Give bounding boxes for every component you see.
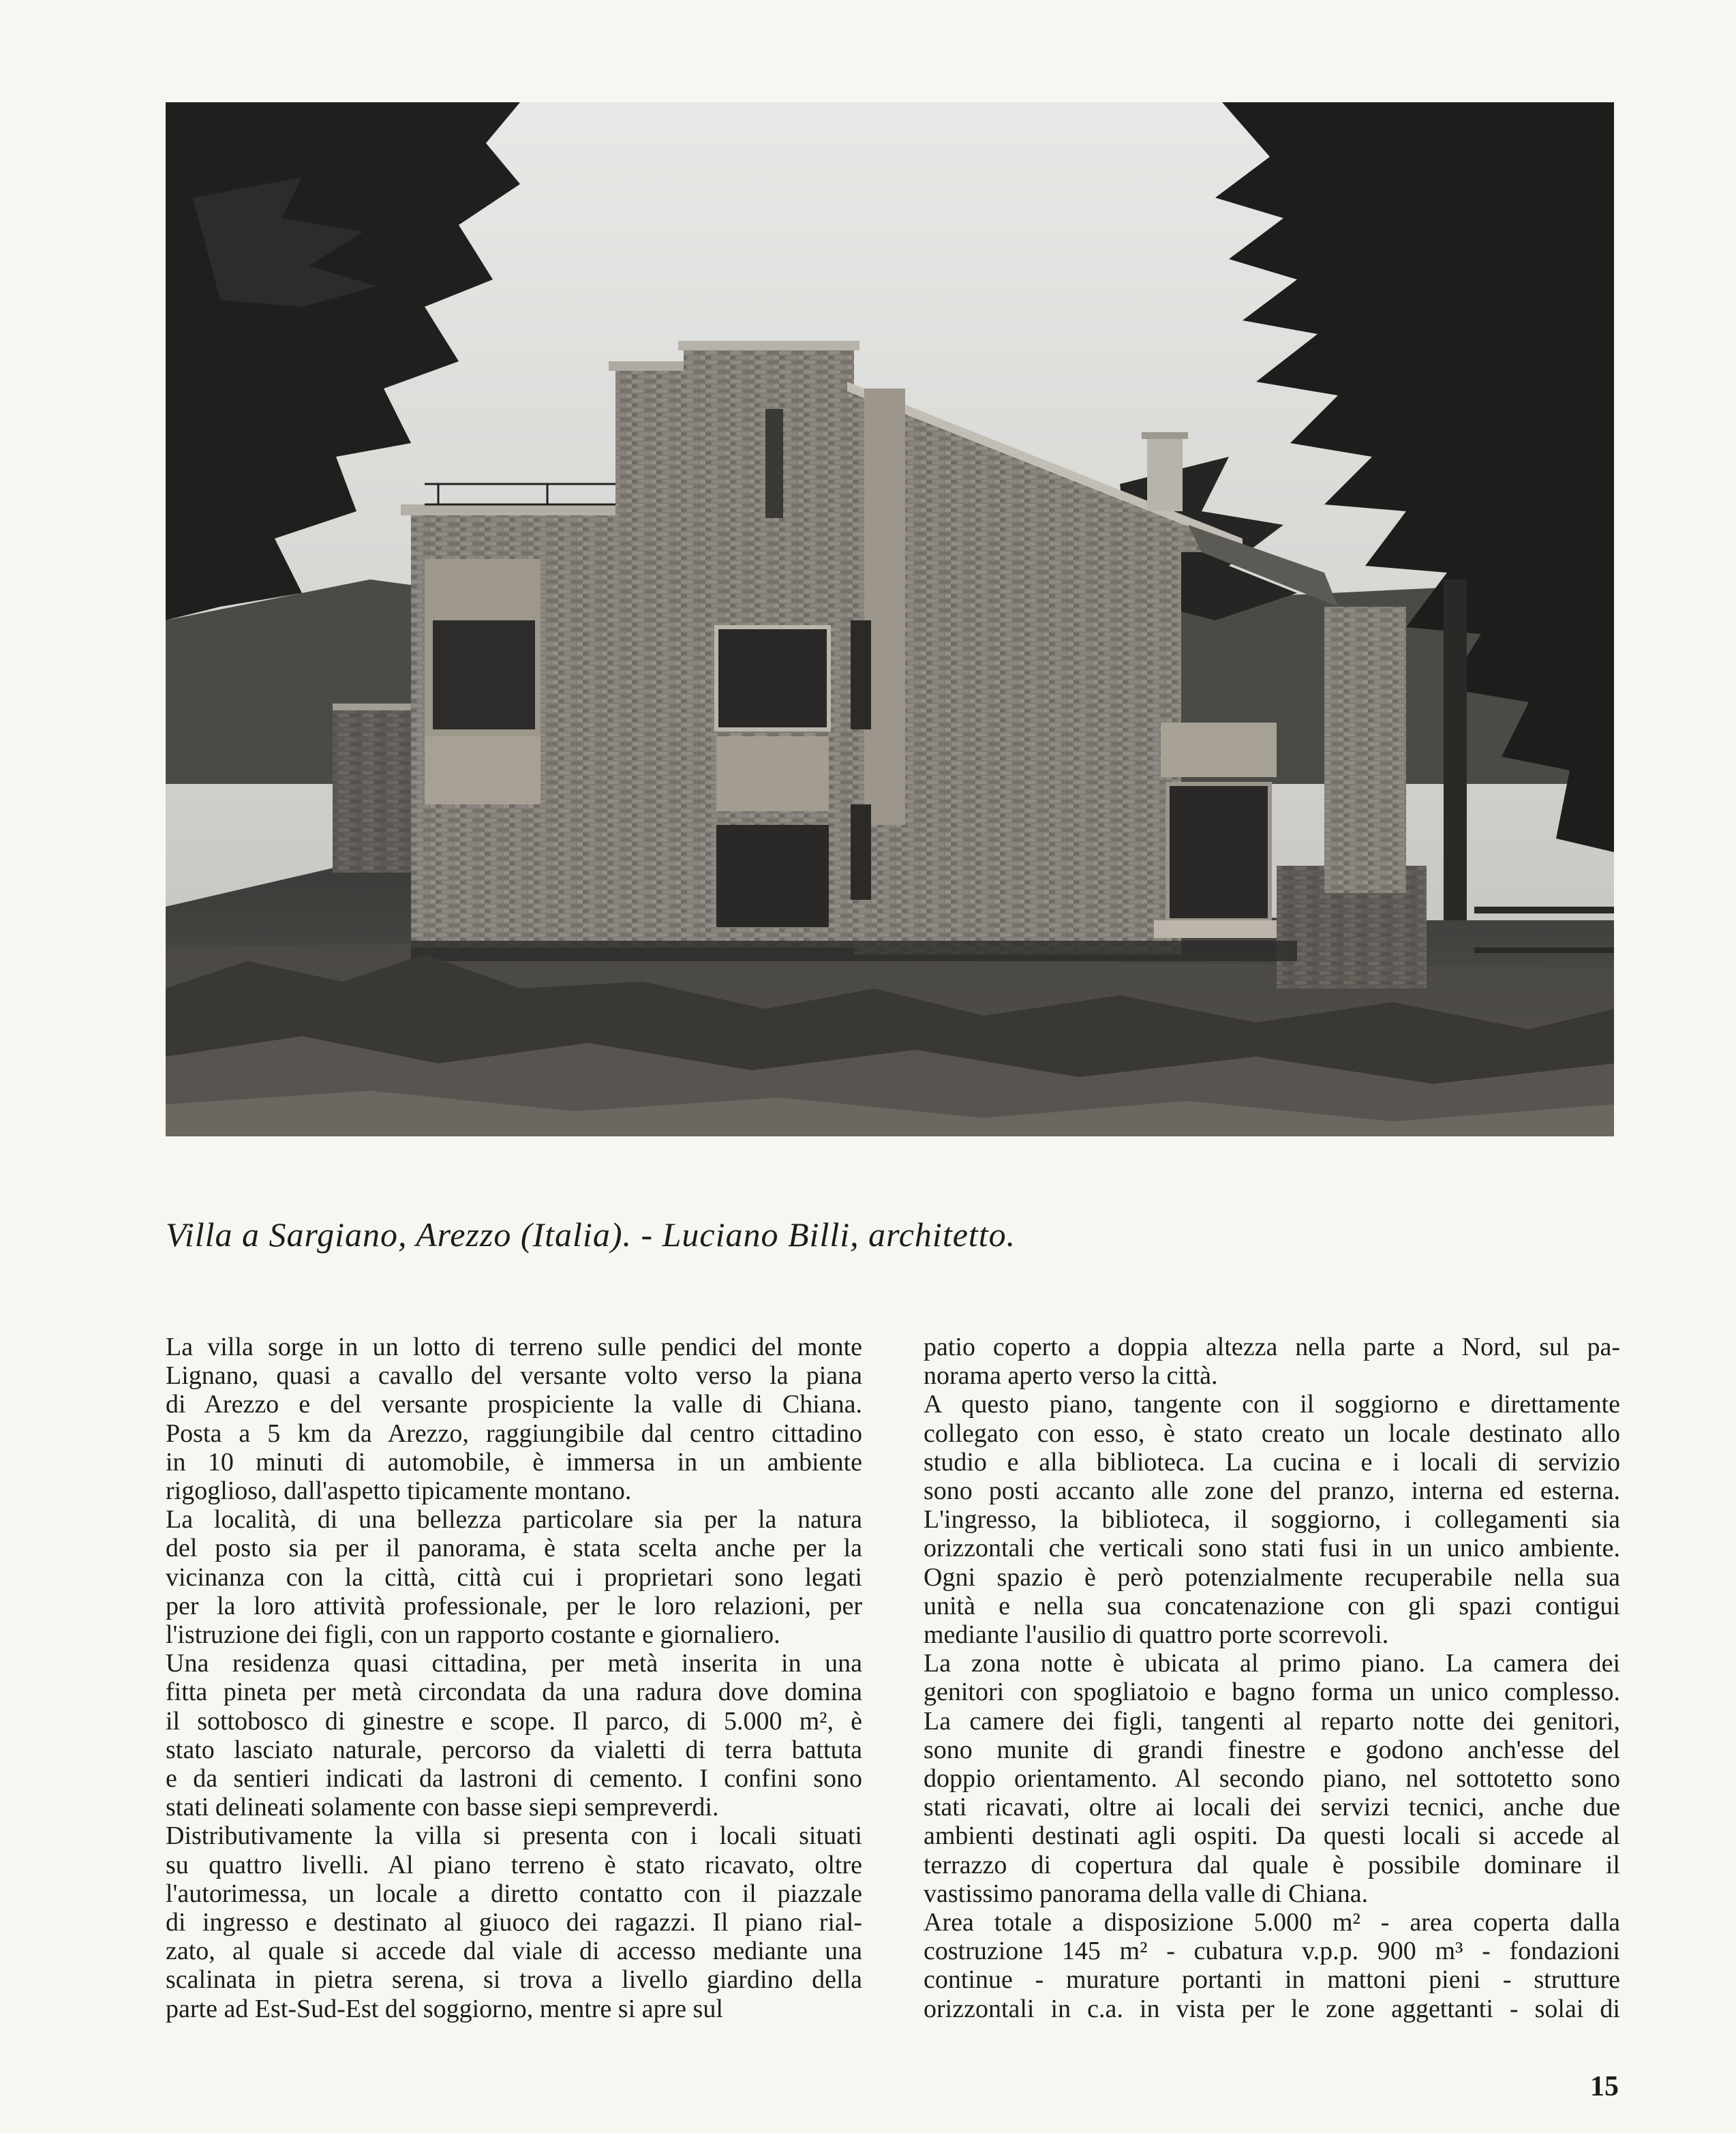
text-line: norama aperto verso la città. (924, 1361, 1218, 1391)
text-line: zato, al quale si accede dal viale di accesso mediante una (166, 1937, 862, 1966)
text-line: l'autorimessa, un locale a diretto contatto con il piazzale (166, 1879, 862, 1908)
text-line: collegato con esso, è stato creato un locale destinato allo (924, 1419, 1620, 1448)
text-column-right (924, 1333, 1620, 2023)
text-column-left (166, 1333, 862, 2023)
text-line: studio e alla biblioteca. La cucina e i locali di servizio (924, 1447, 1620, 1477)
text-line: su quattro livelli. Al piano terreno è stato ricavato, oltre (166, 1850, 862, 1879)
text-line: Distributivamente la villa si presenta con i locali situati (166, 1821, 862, 1851)
text-line: doppio orientamento. Al secondo piano, nel sottotetto sono (924, 1764, 1620, 1794)
text-line: di Arezzo e del versante prospiciente la valle di Chiana. (166, 1390, 862, 1419)
text-line: l'istruzione dei figli, con un rapporto costante e giornaliero. (166, 1620, 780, 1650)
text-line: La villa sorge in un lotto di terreno sulle pendici del monte (166, 1333, 862, 1361)
text-line: mediante l'ausilio di quattro porte scorrevoli. (924, 1620, 1389, 1650)
text-line: orizzontali che verticali sono stati fusi in un unico ambiente. (924, 1534, 1620, 1563)
page-number: 15 (1590, 2071, 1619, 2102)
text-line: costruzione 145 m² - cubatura v.p.p. 900 m³ - fondazioni (924, 1937, 1620, 1966)
text-line: unità e nella sua concatenazione con gli spazi contigui (924, 1591, 1620, 1620)
text-line: per la loro attività professionale, per le loro relazioni, per (166, 1591, 862, 1620)
text-line: ambienti destinati agli ospiti. Da questi locali si accede al (924, 1821, 1620, 1851)
text-line: La zona notte è ubicata al primo piano. La camera dei (924, 1649, 1620, 1678)
text-line: Ogni spazio è però potenzialmente recuperabile nella sua (924, 1562, 1620, 1592)
text-line: sono munite di grandi finestre e godono anch'esse del (924, 1735, 1620, 1764)
text-line: vastissimo panorama della valle di Chiana. (924, 1879, 1369, 1908)
text-line: rigoglioso, dall'aspetto tipicamente montano. (166, 1477, 632, 1506)
text-line: Posta a 5 km da Arezzo, raggiungibile dal centro cittadino (166, 1419, 862, 1448)
villa-photo-illustration (166, 102, 1614, 1136)
text-line: sono posti accanto alle zone del pranzo, interna ed esterna. (924, 1477, 1620, 1506)
text-line: vicinanza con la città, città cui i proprietari sono legati (166, 1562, 862, 1592)
text-line: La camere dei figli, tangenti al reparto notte dei genitori, (924, 1706, 1620, 1736)
text-line: Area totale a disposizione 5.000 m² - area coperta dalla (924, 1908, 1620, 1937)
text-line: fitta pineta per metà circondata da una radura dove domina (166, 1678, 862, 1707)
text-line: Una residenza quasi cittadina, per metà inserita in una (166, 1649, 862, 1678)
text-line: scalinata in pietra serena, si trova a livello giardino della (166, 1965, 862, 1995)
text-line: del posto sia per il panorama, è stata scelta anche per la (166, 1534, 862, 1563)
text-line: genitori con spogliatoio e bagno forma un unico complesso. (924, 1678, 1620, 1707)
text-line: e da sentieri indicati da lastroni di cemento. I confini sono (166, 1764, 862, 1794)
building-photograph (166, 102, 1614, 1136)
text-line: stato lasciato naturale, percorso da vialetti di terra battuta (166, 1735, 862, 1764)
text-line: il sottobosco di ginestre e scope. Il parco, di 5.000 m², è (166, 1706, 862, 1736)
text-line: terrazzo di copertura dal quale è possibile dominare il (924, 1850, 1620, 1879)
photo-caption: Villa a Sargiano, Arezzo (Italia). - Luciano Billi, architetto. (166, 1215, 1016, 1254)
text-line: A questo piano, tangente con il soggiorno e direttamente (924, 1390, 1620, 1419)
text-line: Lignano, quasi a cavallo del versante volto verso la piana (166, 1361, 862, 1391)
text-line: L'ingresso, la biblioteca, il soggiorno, i collegamenti sia (924, 1505, 1620, 1534)
text-line: patio coperto a doppia altezza nella parte a Nord, sul pa- (924, 1333, 1620, 1361)
text-line: continue - murature portanti in mattoni pieni - strutture (924, 1965, 1620, 1995)
text-line: stati delineati solamente con basse siepi sempreverdi. (166, 1793, 719, 1822)
text-line: stati ricavati, oltre ai locali dei servizi tecnici, anche due (924, 1793, 1620, 1822)
text-line: orizzontali in c.a. in vista per le zone aggettanti - solai di (924, 1994, 1620, 2023)
text-line: parte ad Est-Sud-Est del soggiorno, mentre si apre sul (166, 1994, 723, 2023)
text-line: di ingresso e destinato al giuoco dei ragazzi. Il piano rial- (166, 1908, 862, 1937)
text-line: in 10 minuti di automobile, è immersa in un ambiente (166, 1447, 862, 1477)
text-line: La località, di una bellezza particolare sia per la natura (166, 1505, 862, 1534)
